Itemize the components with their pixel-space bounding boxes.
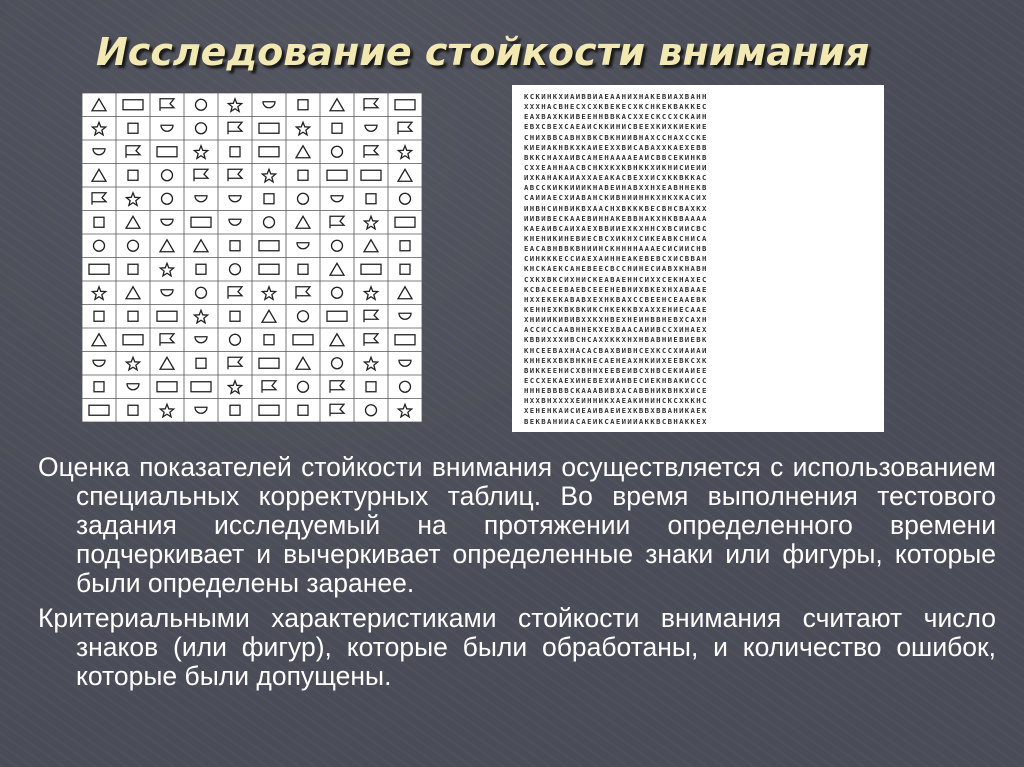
circle-figure <box>298 311 309 322</box>
circle-figure <box>264 217 275 228</box>
semicircle-figure <box>331 196 343 202</box>
paragraph-assessment-text: Оценка показателей стойкости внимания осуществляется с использованием специальных корректурных таблиц. Во время выполнения тестового задания исследуемый на протяжении определенного времени подчеркивает и вычеркивает определенные знаки или фигуры, которые были определены заранее. <box>38 452 996 598</box>
star-figure <box>194 146 207 159</box>
rect-figure <box>361 264 381 274</box>
square-figure <box>264 335 274 345</box>
star-figure <box>160 263 173 276</box>
triangle-figure <box>296 216 310 228</box>
circle-figure <box>298 193 309 204</box>
triangle-figure <box>126 216 140 228</box>
flag-figure <box>194 169 208 181</box>
square-figure <box>128 170 138 180</box>
triangle-figure <box>296 357 310 369</box>
square-figure <box>400 264 410 274</box>
circle-figure <box>298 381 309 392</box>
circle-figure <box>230 334 241 345</box>
letter-row: СНИХВВСАВНХВКСВКНИИВНАХССНАХССКЕ <box>524 132 708 142</box>
flag-figure <box>364 334 378 346</box>
letter-row: ИХКАНАКАИАХХАЕАКАСВЕХХИСХККВККАС <box>524 173 708 183</box>
letter-rows <box>524 92 874 427</box>
square-figure <box>400 241 410 251</box>
semicircle-figure <box>263 102 275 108</box>
rect-figure <box>259 147 279 157</box>
slide-title: Исследование стойкости внимания <box>96 30 870 74</box>
square-figure <box>94 382 104 392</box>
flag-figure <box>160 334 174 346</box>
letter-row: НННЕВВВВСКАААВИВХАСАВВНИКВНКХИСЕ <box>524 386 708 396</box>
rect-figure <box>157 311 177 321</box>
star-figure <box>262 169 275 182</box>
letter-row: АВССКИККИИИКНАВЕИНАВХХНХЕАВННЕКВ <box>524 183 708 193</box>
letter-row: ЕССХЕКАЕХИНЕВЕХИАНВЕСИЕКНВАКИССС <box>524 375 708 385</box>
circle-figure <box>332 146 343 157</box>
rect-figure <box>327 311 347 321</box>
letter-row: КСКИНКХИАИВВИАЕААНИХНАКЕВИАХВАНН <box>524 92 708 101</box>
flag-figure <box>296 287 310 299</box>
circle-figure <box>162 170 173 181</box>
flag-figure <box>228 357 242 369</box>
star-figure <box>92 122 105 135</box>
flag-figure <box>364 146 378 158</box>
star-figure <box>228 381 241 394</box>
flag-figure <box>364 310 378 322</box>
square-figure <box>230 311 240 321</box>
rect-figure <box>123 335 143 345</box>
flag-figure <box>228 287 242 299</box>
square-figure <box>298 405 308 415</box>
square-figure <box>94 311 104 321</box>
square-figure <box>264 194 274 204</box>
square-figure <box>332 123 342 133</box>
star-figure <box>398 146 411 159</box>
rect-figure <box>259 358 279 368</box>
letter-row: ВИККЕЕНИСХВННХЕЕВЕИВСХНВСЕКИАИЕЕ <box>524 365 708 375</box>
rect-figure <box>89 264 109 274</box>
circle-figure <box>196 287 207 298</box>
flag-figure <box>92 193 106 205</box>
flag-figure <box>330 216 344 228</box>
letter-row: СХХЕАННААСВСНКХКХКВНККХИКНИСИЕИИ <box>524 162 708 172</box>
square-figure <box>298 170 308 180</box>
rect-figure <box>191 382 211 392</box>
letter-row: ЕВХСВЕХСАЕАИСККИНИСВЕЕХКИХКИЕКИЕ <box>524 122 708 132</box>
square-figure <box>230 147 240 157</box>
triangle-figure <box>330 99 344 111</box>
circle-figure <box>230 264 241 275</box>
circle-figure <box>332 287 343 298</box>
square-figure <box>230 405 240 415</box>
triangle-figure <box>92 169 106 181</box>
rect-figure <box>259 241 279 251</box>
square-figure <box>196 358 206 368</box>
semicircle-figure <box>399 313 411 319</box>
semicircle-figure <box>93 360 105 366</box>
square-figure <box>230 241 240 251</box>
star-figure <box>398 404 411 417</box>
triangle-figure <box>160 240 174 252</box>
letter-row: КЕННЕХКВКВКИКСНКЕККВХАХХЕНИЕСААЕ <box>524 304 708 314</box>
letter-row: ЕАСАВНВВКВНИИНСКННННАААЕСИСИИСНВ <box>524 244 708 254</box>
rect-figure <box>361 170 381 180</box>
semicircle-figure <box>127 384 139 390</box>
letter-row: АССИССААВННЕКХЕХВААСАИИВССХИНАЕХ <box>524 325 708 335</box>
letter-row: КАЕАИВСАИХАЕХВВИИЕХКХННСХВСИИСВС <box>524 223 708 233</box>
letter-row: КННЕКХВКВНКНЕСАЕНЕАХНКИИХЕЕВКСХК <box>524 355 708 365</box>
letter-row: ХЕНЕНКАИСИЕАИВАЕИЕХКВВХВВАНИКАЕК <box>524 406 708 416</box>
circle-figure <box>128 240 139 251</box>
rect-figure <box>395 217 415 227</box>
triangle-figure <box>398 169 412 181</box>
semicircle-figure <box>93 149 105 155</box>
square-figure <box>128 405 138 415</box>
star-figure <box>194 310 207 323</box>
rect-figure <box>395 335 415 345</box>
letter-row: САИИАЕСХИАВАНСКИВНИИННКХНКХКАСИХ <box>524 193 708 203</box>
letter-row: НХХЕКЕКАВАВХЕХНКВАХССВЕЕНСЕААЕВК <box>524 294 708 304</box>
flag-figure <box>364 99 378 111</box>
semicircle-figure <box>161 125 173 131</box>
triangle-figure <box>330 263 344 275</box>
star-figure <box>364 357 377 370</box>
semicircle-figure <box>399 360 411 366</box>
letter-corrector-table <box>512 85 884 432</box>
letter-row: КНЕНИКИНЕВИЕСВСХИКНХСИКЕАВКСНИСА <box>524 233 708 243</box>
square-figure <box>298 100 308 110</box>
star-figure <box>364 287 377 300</box>
flag-figure <box>160 99 174 111</box>
letter-row: ЕАХВАХККИВЕЕННВВКАСХХЕСКССХСКАИН <box>524 112 708 122</box>
triangle-figure <box>296 146 310 158</box>
flag-figure <box>126 146 140 158</box>
letter-row: ХХХНАСВНЕСХСХКВЕКЕСХКСНКЕКВАККЕС <box>524 102 708 112</box>
rect-figure <box>259 405 279 415</box>
circle-figure <box>332 240 343 251</box>
square-figure <box>298 264 308 274</box>
flag-figure <box>330 404 344 416</box>
letter-row: СХКХВКСИХНИСКЕАВАЕННСИХХСЕКНАХЕС <box>524 274 708 284</box>
square-figure <box>128 264 138 274</box>
circle-figure <box>162 193 173 204</box>
semicircle-figure <box>229 219 241 225</box>
letter-row: КСВАСЕЕВАЕВСЕЕЕНЕВНИХВКЕХНХАВААЕ <box>524 284 708 294</box>
letter-row: КНСЕЕВАХНАСАСВАХВИВНСЕХКССХИАИАИ <box>524 345 708 355</box>
figure-corrector-table <box>82 93 422 422</box>
circle-figure <box>366 405 377 416</box>
rect-figure <box>259 123 279 133</box>
triangle-figure <box>92 99 106 111</box>
letter-row: ИНВНСИНВИКВХААСНХВКККВЕСВНСВАХКХ <box>524 203 708 213</box>
letter-row: КНСКАЕКСАНЕВЕЕСВССНИНЕСИАВХКНАВН <box>524 264 708 274</box>
flag-figure <box>228 169 242 181</box>
square-figure <box>128 123 138 133</box>
circle-figure <box>400 193 411 204</box>
circle-figure <box>196 123 207 134</box>
flag-figure <box>228 122 242 134</box>
rect-figure <box>89 405 109 415</box>
letter-row: ИИВИВЕСКААЕВИННАКЕВВНАКХНКВВАААА <box>524 213 708 223</box>
rect-figure <box>293 335 313 345</box>
triangle-figure <box>126 287 140 299</box>
paragraph-assessment <box>38 453 996 598</box>
body-text <box>38 453 996 691</box>
star-figure <box>228 99 241 112</box>
semicircle-figure <box>161 290 173 296</box>
flag-figure <box>330 381 344 393</box>
flag-figure <box>398 122 412 134</box>
square-figure <box>94 217 104 227</box>
circle-figure <box>196 99 207 110</box>
letter-row: КИЕИАКНВКХКАИЕЕХХВИСАВАХХКАЕХЕВВ <box>524 142 708 152</box>
letter-row: ВККСНАХАИВСАНЕНААААЕАИСВВСЕКИНКВ <box>524 152 708 162</box>
triangle-figure <box>262 310 276 322</box>
rect-figure <box>191 217 211 227</box>
triangle-figure <box>92 334 106 346</box>
circle-figure <box>94 240 105 251</box>
rect-figure <box>157 382 177 392</box>
semicircle-figure <box>297 243 309 249</box>
semicircle-figure <box>365 125 377 131</box>
rect-figure <box>157 147 177 157</box>
triangle-figure <box>160 357 174 369</box>
circle-figure <box>332 358 343 369</box>
star-figure <box>126 357 139 370</box>
semicircle-figure <box>195 196 207 202</box>
rect-figure <box>123 100 143 110</box>
letter-row: ХНИИИКИВИВХХКХНВЕХНЕИНВВНЕВХСАХН <box>524 315 708 325</box>
rect-figure <box>327 170 347 180</box>
star-figure <box>364 216 377 229</box>
square-figure <box>366 382 376 392</box>
flag-figure <box>262 381 276 393</box>
star-figure <box>262 287 275 300</box>
semicircle-figure <box>195 337 207 343</box>
star-figure <box>92 287 105 300</box>
letter-row: ВЕКВАНИИАСАЕИКСАЕИИИАККВСВНАККЕХ <box>524 416 708 426</box>
letter-row: КВВИХХХИВСНСАХХККХНХНВАВНИЕВИЕВК <box>524 335 708 345</box>
paragraph-criteria-text: Критериальными характеристиками стойкости внимания считают число знаков (или фигур), которые были обработаны, и количество ошибок, которые были допущены. <box>38 603 996 691</box>
letter-row: НХХВНХХХХЕИННИКХАЕАКИНИНСКСХККНС <box>524 396 708 406</box>
star-figure <box>160 404 173 417</box>
triangle-figure <box>194 240 208 252</box>
triangle-figure <box>364 240 378 252</box>
triangle-figure <box>330 334 344 346</box>
triangle-figure <box>398 287 412 299</box>
semicircle-figure <box>161 219 173 225</box>
circle-figure <box>400 381 411 392</box>
star-figure <box>296 122 309 135</box>
square-figure <box>196 264 206 274</box>
square-figure <box>366 194 376 204</box>
square-figure <box>128 311 138 321</box>
paragraph-criteria <box>38 604 996 691</box>
rect-figure <box>395 100 415 110</box>
letter-row: СИНКККЕССИАЕХАИННЕАКЕВЕВСХИСВВАН <box>524 254 708 264</box>
star-figure <box>126 193 139 206</box>
semicircle-figure <box>229 196 241 202</box>
semicircle-figure <box>195 407 207 413</box>
rect-figure <box>259 264 279 274</box>
